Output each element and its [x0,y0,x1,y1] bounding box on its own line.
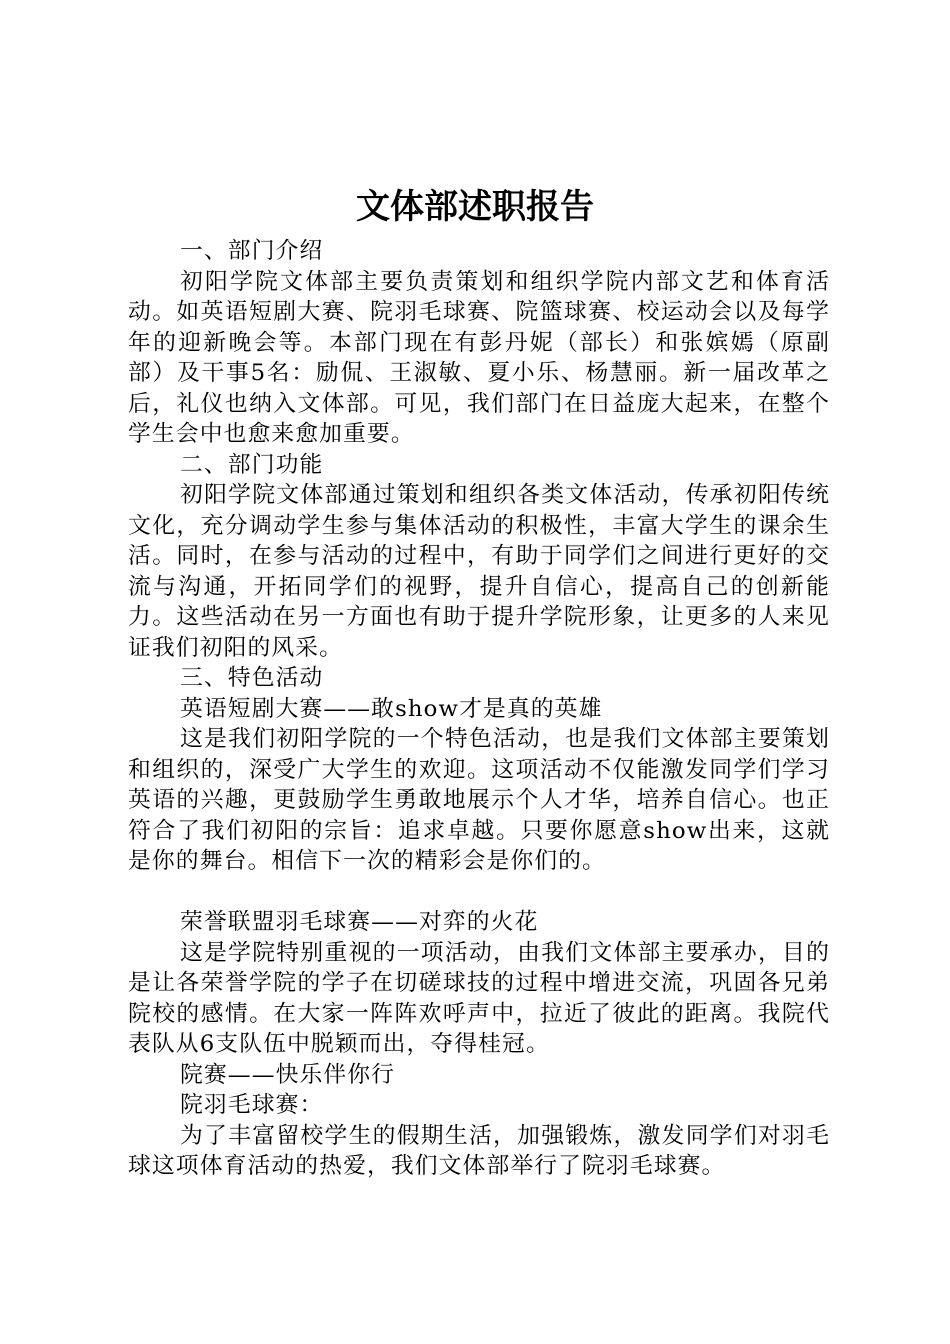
subheading-college-badminton: 院羽毛球赛： [180,1092,324,1118]
paragraph-intro: 初阳学院文体部主要负责策划和组织学院内部文艺和体育活动。如英语短剧大赛、院羽毛球赛、院篮球赛、校运动会以及每学年的迎新晚会等。本部门现在有彭丹妮（部长）和张嫔嫣（原副部）及干事5名：励侃、王淑敏、夏小乐、杨慧丽。新一届改革之后，礼仪也纳入文体部。可见，我们部门在日益庞大起来，在整个学生会中也愈来愈加重要。 [128,268,830,447]
activity-heading-drama: 英语短剧大赛——敢show才是真的英雄 [180,695,603,722]
blank-line [128,877,830,908]
paragraph-league-badminton: 这是学院特别重视的一项活动，由我们文体部主要承办，目的是让各荣誉学院的学子在切磋球技的过程中增进交流，巩固各兄弟院校的感情。在大家一阵阵欢呼声中，拉近了彼此的距离。我院代表队从6支队伍中脱颖而出，夺得桂冠。 [128,939,830,1057]
section-heading-activities: 三、特色活动 [180,665,324,691]
activity-heading-league-badminton: 荣誉联盟羽毛球赛——对弈的火花 [180,909,539,935]
section-heading-function: 二、部门功能 [180,451,324,478]
section-heading-intro: 一、部门介绍 [180,238,324,264]
document-body [128,236,830,1182]
paragraph-college-badminton: 为了丰富留校学生的假期生活，加强锻炼，激发同学们对羽毛球这项体育活动的热爱，我们文体部举行了院羽毛球赛。 [128,1122,830,1179]
paragraph-drama: 这是我们初阳学院的一个特色活动，也是我们文体部主要策划和组织的，深受广大学生的欢迎。这项活动不仅能激发同学们学习英语的兴趣，更鼓励学生勇敢地展示个人才华，培养自信心。也正符合了我们初阳的宗旨：追求卓越。只要你愿意show出来，这就是你的舞台。相信下一次的精彩会是你们的。 [128,726,830,874]
paragraph-function: 初阳学院文体部通过策划和组织各类文体活动，传承初阳传统文化，充分调动学生参与集体活动的积极性，丰富大学生的课余生活。同时，在参与活动的过程中，有助于同学们之间进行更好的交流与沟通，开拓同学们的视野，提升自信心，提高自己的创新能力。这些活动在另一方面也有助于提升学院形象，让更多的人来见证我们初阳的风采。 [128,482,830,661]
document-title: 文体部述职报告 [356,187,594,227]
activity-heading-college-games: 院赛——快乐伴你行 [180,1061,396,1088]
